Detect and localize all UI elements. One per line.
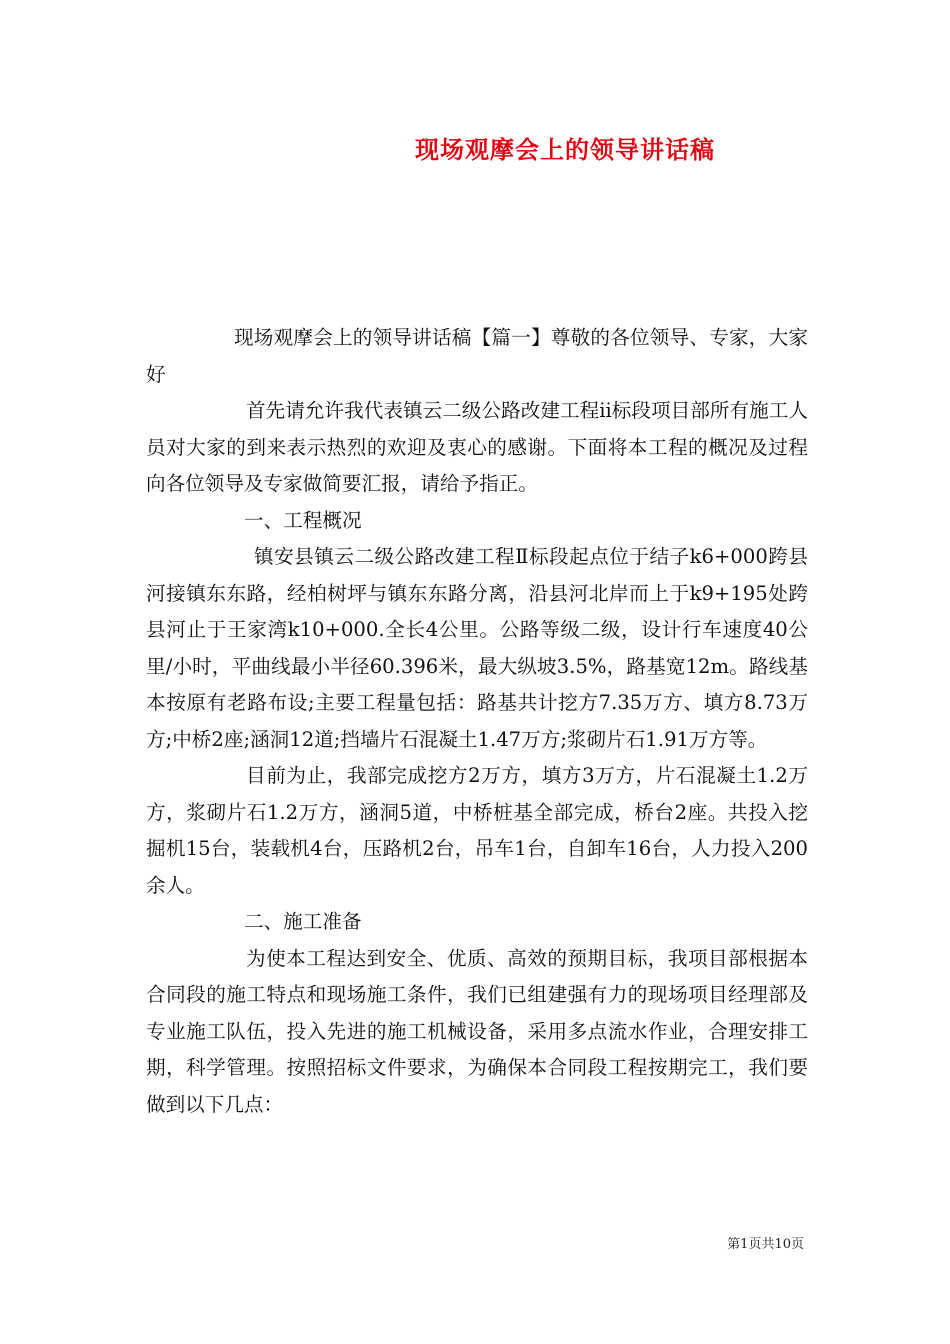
section-heading-preparation: 二、施工准备	[244, 910, 362, 933]
page-footer: 第1页共10页	[727, 1237, 804, 1252]
paragraph-overview: 镇安县镇云二级公路改建工程Ⅱ标段起点位于结子k6+000跨县河接镇东东路，经柏树坪与镇东东路分离，沿县河北岸而上于k9+195处跨县河止于王家湾k10+000.全长4公里。公路等级二级，设计行车速度40公里/小时，平曲线最小半径60.396米，最大纵坡3.5%，路基宽12m。路线基本按原有老路布设;主要工程量包括：路基共计挖方7.35万方、填方8.73万方;中桥2座;涵洞12道;挡墙片石混凝土1.47万方;浆砌片石1.91万方等。	[146, 545, 808, 751]
document-body	[146, 320, 808, 1123]
document-title: 现场观摩会上的领导讲话稿	[415, 135, 715, 164]
paragraph-progress: 目前为止，我部完成挖方2万方，填方3万方，片石混凝土1.2万方，浆砌片石1.2万方，涵洞5道，中桥桩基全部完成，桥台2座。共投入挖掘机15台，装载机4台，压路机2台，吊车1台，自卸车16台，人力投入200余人。	[146, 764, 808, 897]
paragraph-welcome: 首先请允许我代表镇云二级公路改建工程ii标段项目部所有施工人员对大家的到来表示热烈的欢迎及衷心的感谢。下面将本工程的概况及过程向各位领导及专家做简要汇报，请给予指正。	[146, 399, 808, 495]
paragraph-opening: 现场观摩会上的领导讲话稿【篇一】尊敬的各位领导、专家，大家好	[146, 326, 808, 386]
paragraph-preparation: 为使本工程达到安全、优质、高效的预期目标，我项目部根据本合同段的施工特点和现场施工条件，我们已组建强有力的现场项目经理部及专业施工队伍，投入先进的施工机械设备，采用多点流水作业，合理安排工期，科学管理。按照招标文件要求，为确保本合同段工程按期完工，我们要做到以下几点：	[146, 946, 808, 1116]
section-heading-overview: 一、工程概况	[244, 508, 362, 532]
